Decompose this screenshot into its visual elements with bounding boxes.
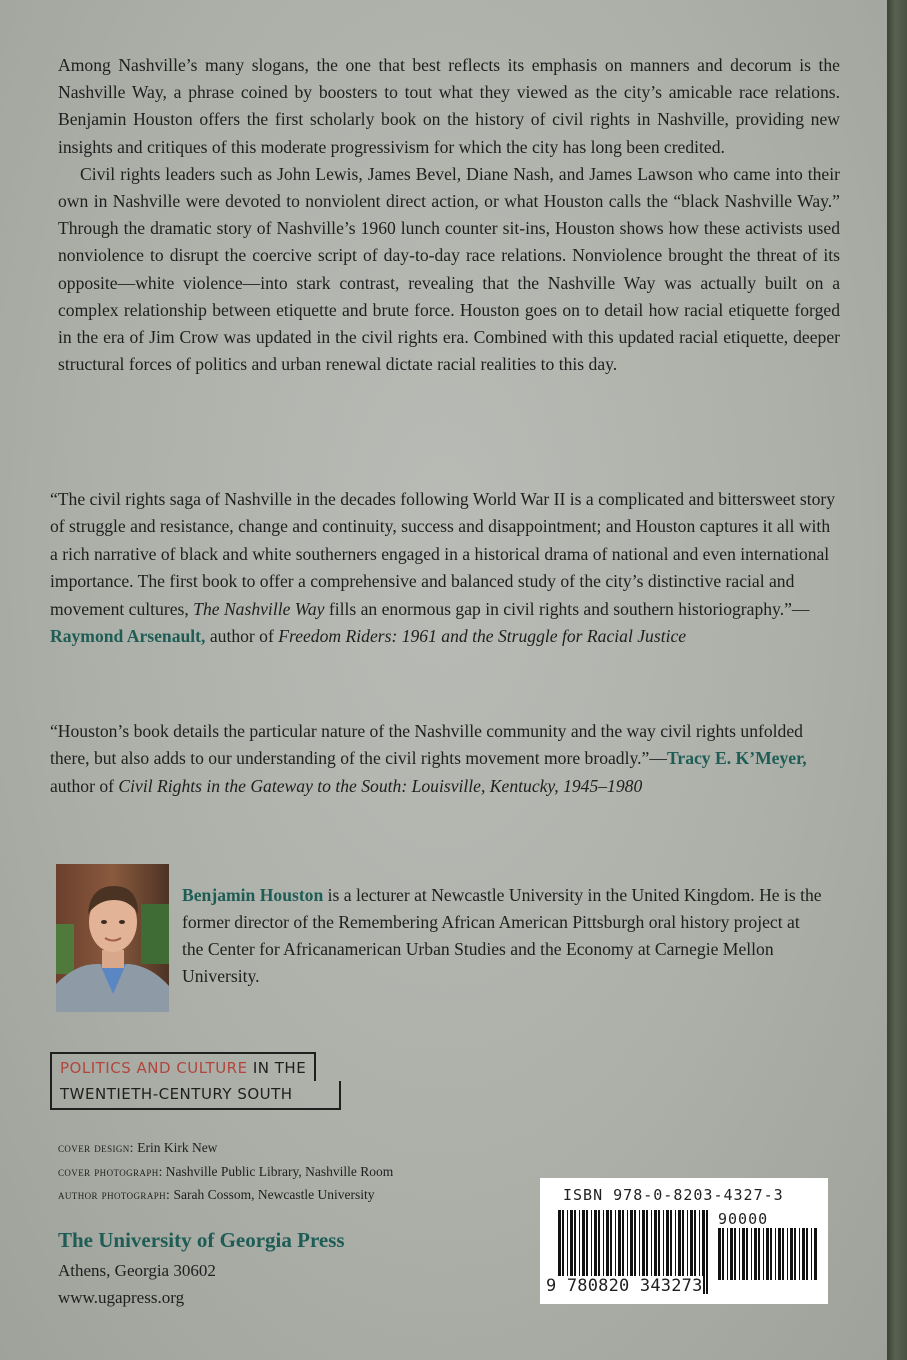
publisher-address xyxy=(58,1257,216,1311)
quote-author-of: author of xyxy=(205,626,279,647)
barcode-bar xyxy=(718,1228,721,1280)
review-quote-kmeyer xyxy=(50,718,842,800)
publisher-name: The University of Georgia Press xyxy=(58,1228,345,1252)
blurb-paragraph-2: Civil rights leaders such as John Lewis, James Bevel, Diane Nash, and James Lawson who came into their own in Nashville were devoted to nonviolent direct action, or what Houston calls the “black Nashville Way.” Through the dramatic story of Nashville’s 1960 lunch counter sit-ins, Houston shows how these activists used nonviolence to disrupt the coercive script of day-to-day race relations. Nonviolence brought the threat of its opposite—white violence—into stark contrast, revealing that the Nashville Way was actually built on a complex relationship between etiquette and brute force. Houston goes on to detail how racial etiquette forged in the era of Jim Crow was updated in the civil rights era. Combined with this updated racial etiquette, deeper structural forces of politics and urban renewal dictate racial realities to this day. xyxy=(58,163,840,375)
barcode-bar xyxy=(806,1228,808,1280)
barcode-bar xyxy=(746,1228,748,1280)
quote-author-book: Freedom Riders: 1961 and the Struggle for Racial Justice xyxy=(278,626,687,647)
quote-author: Raymond Arsenault, xyxy=(50,626,206,647)
barcode-bar xyxy=(722,1228,724,1280)
quote-author-of: author of xyxy=(50,775,119,796)
barcode-bar xyxy=(706,1210,708,1294)
credit-label: cover design: xyxy=(58,1140,134,1155)
barcode-bar xyxy=(766,1228,769,1280)
author-photo xyxy=(56,864,169,1012)
series-title-red: POLITICS AND CULTURE xyxy=(60,1059,248,1077)
credit-label: author photograph: xyxy=(58,1187,171,1203)
spine-edge xyxy=(887,0,907,1360)
barcode-bar xyxy=(811,1228,812,1280)
credit-line xyxy=(58,1136,393,1160)
publisher-url: www.ugapress.org xyxy=(58,1288,185,1307)
addon-barcode-bars xyxy=(718,1228,818,1280)
barcode-bar xyxy=(799,1228,800,1280)
barcode-bar xyxy=(763,1228,764,1280)
series-logo xyxy=(50,1052,341,1110)
barcode-bar xyxy=(814,1228,817,1280)
barcode-bar xyxy=(751,1228,752,1280)
publisher-city: Athens, Georgia 30602 xyxy=(58,1261,216,1280)
barcode-bar xyxy=(802,1228,805,1280)
barcode-bar xyxy=(739,1228,740,1280)
barcode-bar xyxy=(742,1228,745,1280)
author-bio-text: is a lecturer at Newcastle University in the United Kingdom. He is the former director of the Remembering African American Pittsburgh oral history project at the Center for Africanamerican Urban Studies and the Economy at Carnegie Mellon University. xyxy=(182,885,822,986)
barcode-bar xyxy=(794,1228,796,1280)
credit-value: Erin Kirk New xyxy=(133,1140,218,1155)
quote-book-title: The Nashville Way xyxy=(193,598,325,619)
series-line-2: TWENTIETH-CENTURY SOUTH xyxy=(50,1081,341,1110)
barcode-digits: 9 780820 343273 xyxy=(546,1276,703,1296)
isbn-text: ISBN 978-0-8203-4327-3 xyxy=(563,1186,784,1204)
barcode-bar xyxy=(770,1228,772,1280)
quote-author-book: Civil Rights in the Gateway to the South: Louisville, Kentucky, 1945–1980 xyxy=(118,775,643,796)
credit-value: Sarah Cossom, Newcastle University xyxy=(170,1187,375,1203)
quote-text: “Houston’s book details the particular nature of the Nashville community and the way civil rights unfolded there, but also adds to our understanding of the civil rights movement more broadly.”— xyxy=(50,721,803,769)
barcode-bar xyxy=(787,1228,788,1280)
series-line-1 xyxy=(50,1052,316,1081)
credit-label: cover photograph xyxy=(58,1163,159,1179)
quote-text: fills an enormous gap in civil rights and southern historiography.”— xyxy=(324,598,810,619)
price-code: 90000 xyxy=(718,1210,769,1228)
barcode-bar xyxy=(775,1228,776,1280)
credit-line xyxy=(58,1183,393,1207)
barcode-bar xyxy=(790,1228,793,1280)
review-quote-arsenault xyxy=(50,486,842,650)
barcode-bar xyxy=(778,1228,781,1280)
barcode-bar xyxy=(754,1228,757,1280)
barcode-bar xyxy=(730,1228,733,1280)
series-title-black: IN THE xyxy=(247,1059,307,1077)
credit-line xyxy=(58,1160,393,1184)
description-blurb xyxy=(58,52,840,378)
barcode-bar xyxy=(727,1228,728,1280)
barcode-bar xyxy=(758,1228,760,1280)
author-name: Benjamin Houston xyxy=(182,885,324,905)
blurb-paragraph-1: Among Nashville’s many slogans, the one that best reflects its emphasis on manners and decorum is the Nashville Way, a phrase coined by boosters to tout what they viewed as the city’s amicable race relations. Benjamin Houston offers the first scholarly book on the history of civil rights in Nashville, providing new insights and critiques of this moderate progressivism for which the city has long been credited. xyxy=(58,55,840,157)
credits xyxy=(58,1136,393,1207)
author-bio xyxy=(182,882,822,990)
credit-value: : Nashville Public Library, Nashville Room xyxy=(158,1163,394,1179)
barcode-bar xyxy=(782,1228,784,1280)
barcode-bar xyxy=(734,1228,736,1280)
quote-author: Tracy E. K’Meyer, xyxy=(666,748,807,769)
quote-text: “The civil rights saga of Nashville in the decades following World War II is a complicated and bittersweet story of struggle and resistance, change and continuity, success and disappointment; and Houston captures it all with a rich narrative of black and white southerners engaged in a historical drama of national and even international importance. The first book to offer a comprehensive and balanced study of the city’s distinctive racial and movement cultures, xyxy=(50,489,836,619)
